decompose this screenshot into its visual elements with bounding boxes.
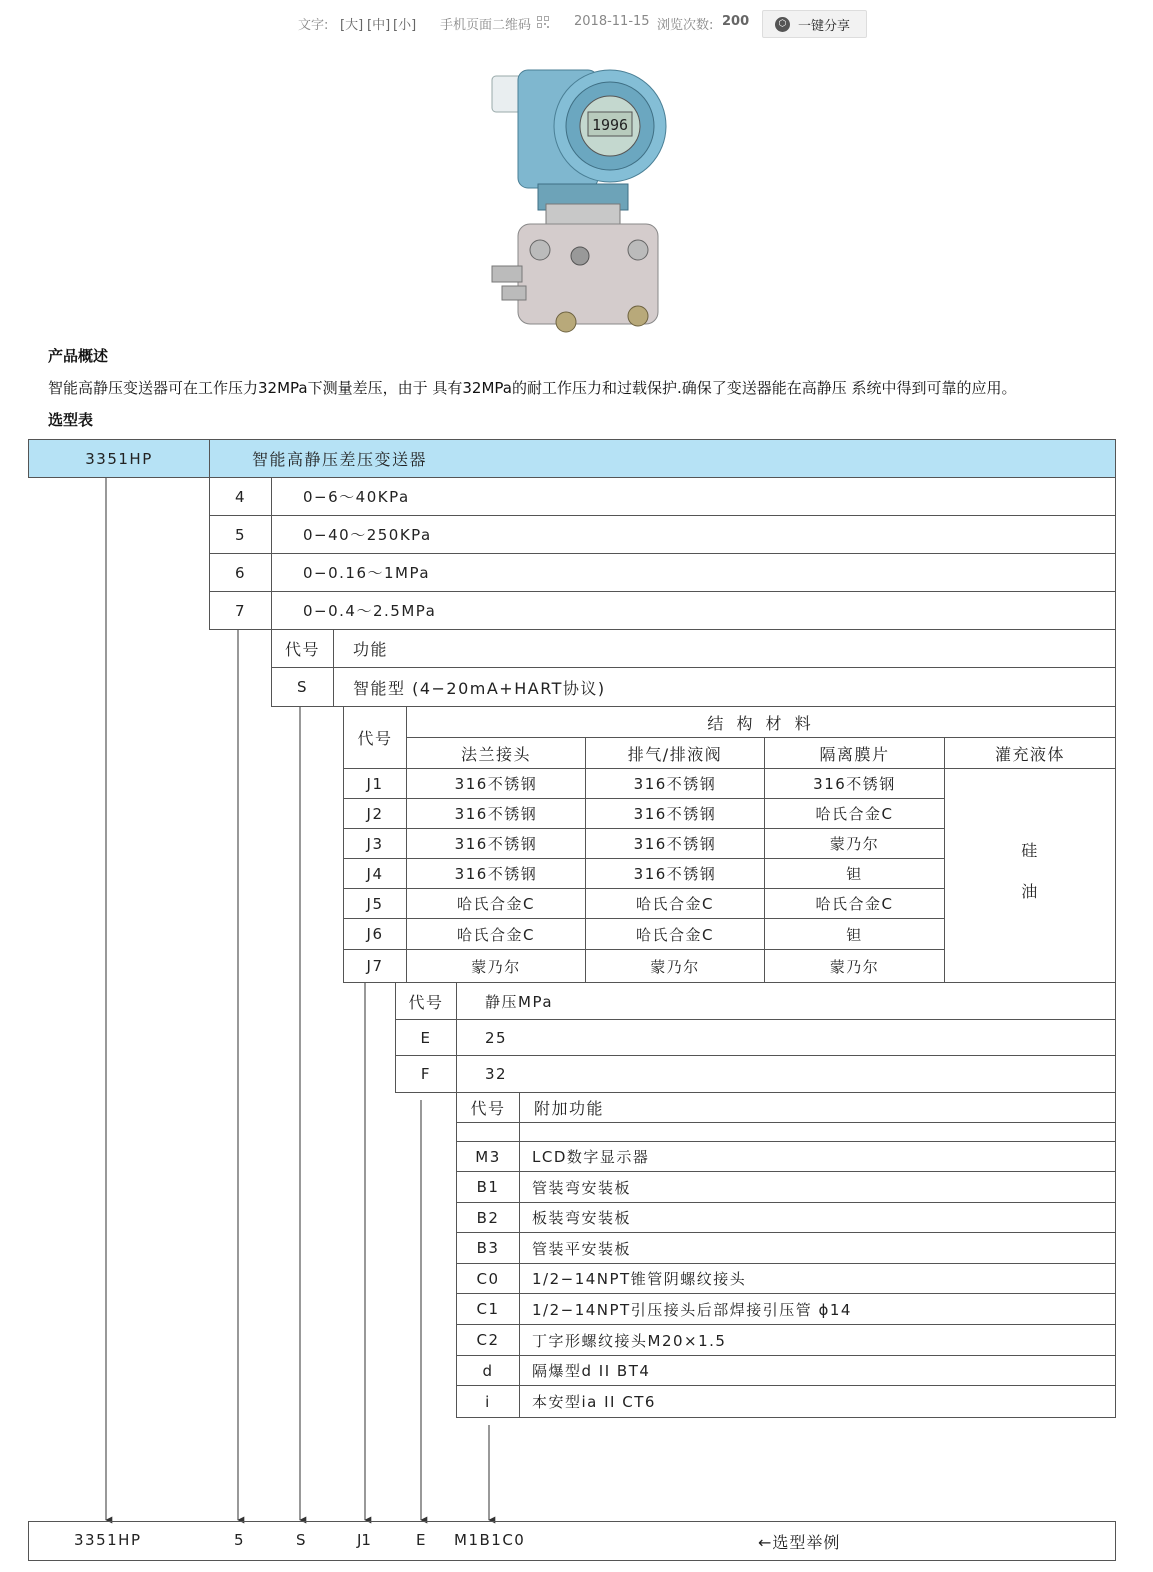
material-flange-cell: 316不锈钢 [406,768,586,799]
qr-code-link[interactable]: 手机页面二维码 [440,18,532,33]
pressure-code-cell: E [395,1019,457,1056]
option-desc-cell: 隔爆型d II BT4 [519,1355,1116,1386]
range-code-cell: 5 [209,515,272,554]
option-desc-cell: 本安型ia II CT6 [519,1385,1116,1418]
option-desc-cell: 管装平安装板 [519,1232,1116,1264]
share-label: 一键分享 [798,19,851,34]
option-code-cell: B1 [456,1171,520,1203]
range-code-cell: 4 [209,477,272,516]
material-vent-cell: 哈氏合金C [585,888,765,919]
option-desc-cell: 丁字形螺纹接头M20×1.5 [519,1324,1116,1356]
material-flange-cell: 316不锈钢 [406,858,586,889]
option-desc-cell: 板装弯安装板 [519,1202,1116,1233]
fill-liquid-line2: 油 [1021,881,1039,901]
function-desc-cell: 智能型 (4−20mA+HART协议) [333,667,1116,707]
material-vent-cell: 316不锈钢 [585,798,765,829]
material-flange-cell: 316不锈钢 [406,828,586,859]
publish-date: 2018-11-15 [574,14,650,29]
example-pressure: E [416,1531,426,1549]
function-name-header: 功能 [333,629,1116,668]
range-desc-cell: 0−0.4～2.5MPa [271,591,1116,630]
example-label: ←选型举例 [758,1533,841,1552]
material-flange-cell: 哈氏合金C [406,888,586,919]
option-code-cell: B2 [456,1202,520,1233]
example-row [28,1521,1116,1561]
views-count: 200 [722,14,750,29]
pressure-desc-cell: 32 [456,1055,1116,1093]
pressure-code-header: 代号 [395,982,457,1020]
share-icon: ⬡ [775,17,790,32]
material-diaphragm-cell: 钽 [764,858,945,889]
lcd-reading: 1996 [591,116,629,134]
options-clipped-desc [519,1122,1116,1142]
model-code-cell: 3351HP [28,439,210,478]
range-desc-cell: 0−0.16～1MPa [271,553,1116,592]
range-code-cell: 7 [209,591,272,630]
font-size-label: 文字: [298,18,329,33]
material-diaphragm-cell: 316不锈钢 [764,768,945,799]
overview-text: 智能高静压变送器可在工作压力32MPa下测量差压，由于 具有32MPa的耐工作压力和过载保护.确保了变送器能在高静压 系统中得到可靠的应用。 [48,379,1017,397]
material-diaphragm-cell: 哈氏合金C [764,888,945,919]
material-flange-cell: 哈氏合金C [406,918,586,950]
option-code-cell: C0 [456,1263,520,1294]
option-desc-cell: 管装弯安装板 [519,1171,1116,1203]
option-code-cell: C2 [456,1324,520,1356]
options-code-header: 代号 [456,1092,520,1123]
material-flange-cell: 316不锈钢 [406,798,586,829]
option-code-cell: d [456,1355,520,1386]
material-vent-cell: 哈氏合金C [585,918,765,950]
material-diaphragm-cell: 蒙乃尔 [764,949,945,983]
option-code-cell: M3 [456,1141,520,1172]
font-small-link[interactable]: [小] [393,18,417,33]
range-code-cell: 6 [209,553,272,592]
material-fill-header: 灌充液体 [944,737,1116,769]
qr-code-icon[interactable] [537,16,549,32]
material-vent-header: 排气/排液阀 [585,737,765,769]
material-code-cell: J7 [343,949,407,983]
example-model: 3351HP [74,1531,142,1549]
material-diaphragm-header: 隔离膜片 [764,737,945,769]
example-range: 5 [234,1531,244,1549]
selection-heading: 选型表 [48,411,94,429]
option-code-cell: i [456,1385,520,1418]
example-options: M1B1C0 [454,1531,526,1549]
material-code-cell: J3 [343,828,407,859]
material-code-cell: J6 [343,918,407,950]
material-diaphragm-cell: 钽 [764,918,945,950]
options-name-header: 附加功能 [519,1092,1116,1123]
font-large-link[interactable]: [大] [340,18,364,33]
material-code-cell: J1 [343,768,407,799]
option-code-cell: B3 [456,1232,520,1264]
share-button[interactable] [762,10,867,38]
material-code-cell: J2 [343,798,407,829]
function-code-header: 代号 [271,629,334,668]
model-name-cell: 智能高静压差压变送器 [209,439,1116,478]
font-medium-link[interactable]: [中] [367,18,391,33]
material-code-cell: J5 [343,888,407,919]
option-code-cell: C1 [456,1293,520,1325]
page-meta-bar [0,12,1153,34]
option-desc-cell: 1/2−14NPT引压接头后部焊接引压管 ϕ14 [519,1293,1116,1325]
range-desc-cell: 0−6～40KPa [271,477,1116,516]
pressure-name-header: 静压MPa [456,982,1116,1020]
options-clipped-code [456,1122,520,1142]
option-desc-cell: LCD数字显示器 [519,1141,1116,1172]
material-code-header: 代号 [343,706,407,769]
material-flange-header: 法兰接头 [406,737,586,769]
fill-liquid-cell [944,768,1116,983]
option-desc-cell: 1/2−14NPT锥管阴螺纹接头 [519,1263,1116,1294]
material-flange-cell: 蒙乃尔 [406,949,586,983]
function-code-cell: S [271,667,334,707]
material-diaphragm-cell: 蒙乃尔 [764,828,945,859]
material-group-header: 结 构 材 料 [406,706,1116,738]
pressure-desc-cell: 25 [456,1019,1116,1056]
material-diaphragm-cell: 哈氏合金C [764,798,945,829]
material-code-cell: J4 [343,858,407,889]
material-vent-cell: 316不锈钢 [585,828,765,859]
overview-heading: 产品概述 [48,347,109,365]
range-desc-cell: 0−40～250KPa [271,515,1116,554]
material-vent-cell: 蒙乃尔 [585,949,765,983]
material-vent-cell: 316不锈钢 [585,858,765,889]
pressure-code-cell: F [395,1055,457,1093]
material-vent-cell: 316不锈钢 [585,768,765,799]
product-image [488,64,668,336]
views-label: 浏览次数: [657,18,714,33]
example-function: S [296,1531,306,1549]
fill-liquid-line1: 硅 [1021,840,1039,860]
example-material: J1 [357,1531,371,1549]
